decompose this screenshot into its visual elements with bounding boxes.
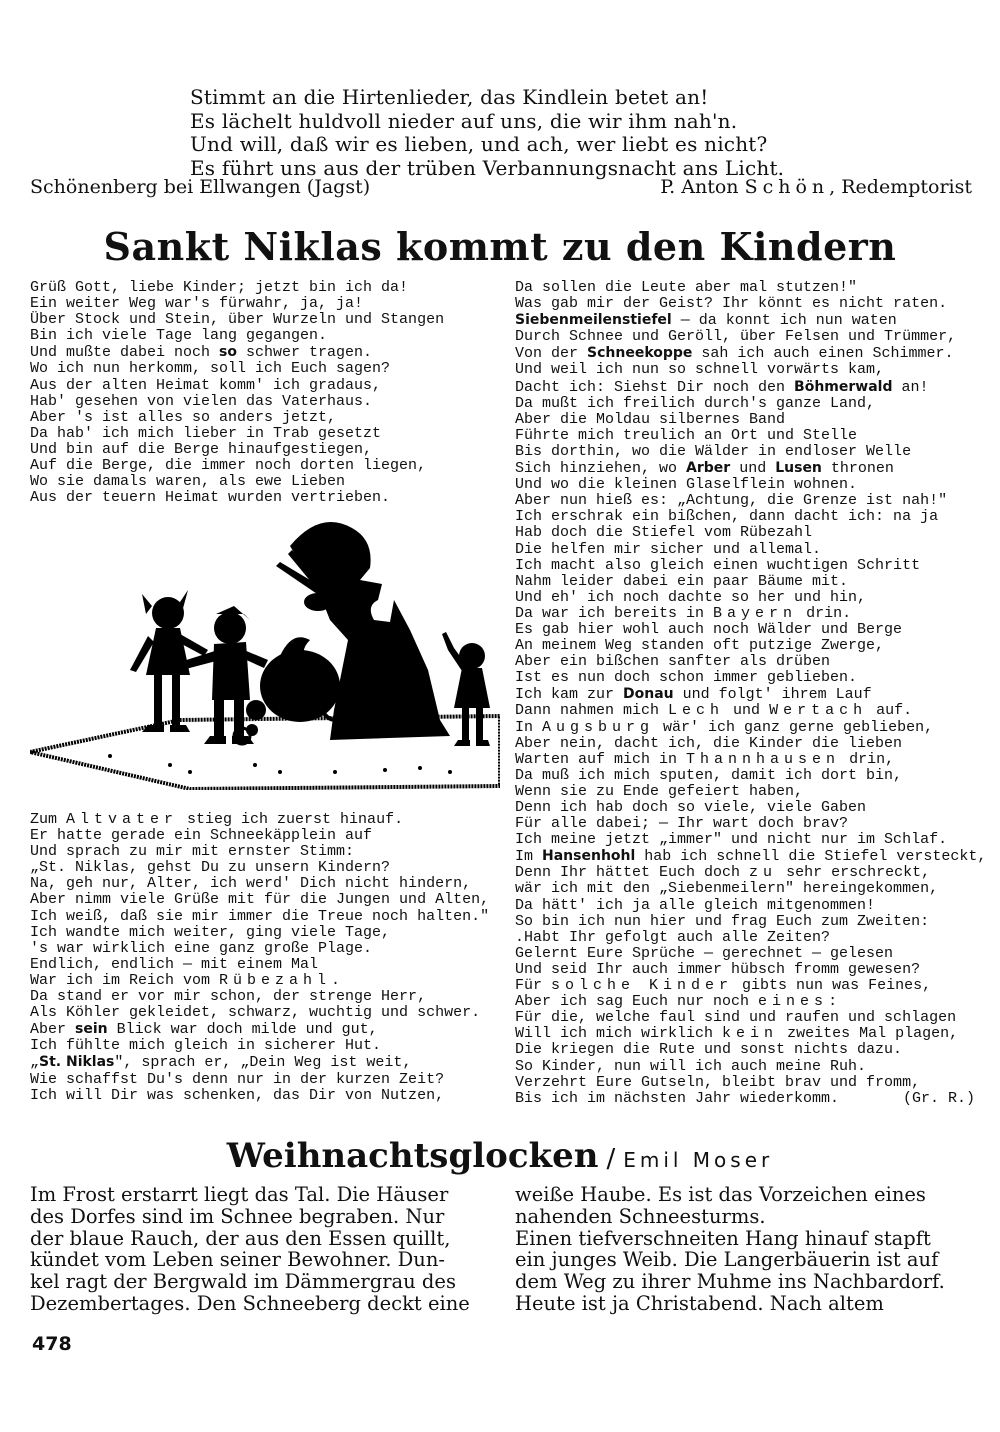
poem-line: [515, 379, 975, 396]
poem-line: Aus der alten Heimat komm' ich gradaus,: [30, 376, 382, 394]
poem-line: [30, 1054, 500, 1071]
line-segment: .: [331, 971, 341, 989]
poem-line: Und wo die kleinen Glaselflein wohnen.: [515, 476, 858, 494]
poem-line: Was gab mir der Geist? Ihr könnt es nicht raten.: [515, 295, 948, 313]
poem-left-column-bottom: [30, 812, 500, 1104]
emphasized-word: Donau: [623, 686, 674, 703]
emphasized-word: Hansenhohl: [542, 848, 636, 865]
line-segment: Will ich mich wirklich: [515, 1025, 723, 1043]
poem-line: An meinem Weg standen oft putzige Zwerge,: [515, 637, 885, 655]
poem-line: Aber die Moldau silbernes Band: [515, 410, 786, 428]
story-title: Weihnachtsglocken: [226, 1136, 599, 1176]
poem-line: Wie schaffst Du's denn nur in der kurzen Zeit?: [30, 1070, 445, 1088]
prose-line: nahenden Schneesturms.: [515, 1204, 766, 1228]
poem-line: Aus der teuern Heimat wurden vertrieben.: [30, 489, 391, 507]
poem-line: Hab doch die Stiefel vom Rübezahl: [515, 524, 813, 542]
poem-line: Und weil ich nun so schnell vorwärts kam,: [515, 361, 885, 379]
poem-line: [515, 606, 975, 622]
poem-line: Und eh' ich noch dachte so her und hin,: [515, 588, 867, 606]
spaced-word: Wertach: [769, 702, 868, 720]
poem-line: Ein weiter Weg war's fürwahr, ja, ja!: [30, 295, 364, 313]
poem-line: Ich meine jetzt „immer" und nicht nur im Schlaf.: [515, 831, 948, 849]
spaced-word: Rübezahl: [219, 971, 332, 989]
prose-line: Einen tiefverschneiten Hang hinauf stapft: [515, 1226, 931, 1250]
emphasized-word: Siebenmeilenstiefel: [515, 312, 672, 329]
line-segment: Im: [515, 848, 543, 866]
story-left-column: [30, 1184, 485, 1315]
poem-line: Aber 's ist alles so anders jetzt,: [30, 408, 337, 426]
poem-line: Denn ich hab doch so viele, viele Gaben: [515, 799, 867, 816]
poem-line: Die kriegen die Rute und sonst nichts dazu.: [515, 1041, 903, 1059]
poem-line: wär ich mit den „Siebenmeilern" hereingekommen,: [515, 880, 939, 898]
prose-line: Dezembertages. Den Schneeberg deckt eine: [30, 1291, 470, 1315]
line-segment: gibts nun was Feines,: [733, 977, 932, 995]
poem-line: Endlich, endlich — mit einem Mal: [30, 955, 319, 973]
prose-line: ein junges Weib. Die Langerbäuerin ist auf: [515, 1248, 939, 1272]
poem-line: Und bin auf die Berge hinaufgestiegen,: [30, 440, 373, 458]
prose-line: kündet vom Leben seiner Bewohner. Dun-: [30, 1248, 445, 1272]
line-segment: Zum: [30, 811, 67, 828]
line-segment: ", sprach er, „Dein Weg ist weit,: [114, 1054, 412, 1072]
poem-line: Ich erschrak ein bißchen, dann dacht ich: na ja: [515, 508, 939, 526]
story-author: Emil Moser: [623, 1148, 774, 1172]
line-segment: Denn Ihr hättet Euch doch: [515, 864, 750, 882]
line-segment: :: [828, 993, 838, 1011]
poem-line: Für die, welche faul sind und raufen und schlagen: [515, 1009, 957, 1027]
line-segment: thronen: [821, 460, 894, 478]
poem-line: Es gab hier wohl auch noch Wälder und Berge: [515, 620, 903, 638]
spaced-word: Altvater: [66, 811, 179, 828]
verse-line: Es lächelt huldvoll nieder auf uns, die wir ihm nah'n.: [190, 108, 738, 133]
spaced-word: solche Kinder: [551, 977, 734, 995]
poem-line: Ich will Dir was schenken, das Dir von Nutzen,: [30, 1086, 445, 1104]
prose-line: Heute ist ja Christabend. Nach altem: [515, 1291, 884, 1315]
poem-line: Na, geh nur, Alter, ich werd' Dich nicht hindern,: [30, 875, 472, 893]
line-segment: In: [515, 718, 543, 736]
spaced-word: eines: [758, 993, 829, 1011]
line-segment: drin,: [840, 750, 895, 768]
poem-line: Verzehrt Eure Gutseln, bleibt brav und fromm,: [515, 1073, 921, 1091]
line-segment: zweites Mal plagen,: [778, 1025, 959, 1043]
poem-line: [515, 994, 975, 1010]
line-segment: stieg ich zuerst hinauf.: [178, 811, 404, 828]
line-segment: hab ich schnell die Stiefel versteckt,: [635, 848, 987, 866]
poem-line: Ist es nun doch schon immer geblieben.: [515, 669, 858, 687]
poem-line: Aber ein bißchen sanfter als drüben: [515, 653, 831, 671]
poem-line: 's war wirklich eine ganz große Plage.: [30, 939, 373, 957]
line-segment: Blick war doch milde und gut,: [107, 1021, 378, 1039]
poem-line: Da muß ich mich sputen, damit ich dort bin,: [515, 766, 903, 784]
poem-line: Wenn sie zu Ende gefeiert haben,: [515, 782, 804, 800]
poem-line: [30, 973, 500, 989]
line-segment: und: [730, 460, 776, 478]
poem-line: Führte mich treulich an Ort und Stelle: [515, 426, 858, 444]
poem-line: Auf die Berge, die immer noch dorten liegen,: [30, 457, 427, 475]
poem-line: Gelernt Eure Sprüche — gerechnet — gelesen: [515, 944, 894, 962]
line-segment: sehr erschreckt,: [777, 864, 931, 882]
poem-line: [30, 344, 500, 361]
line-segment: an!: [892, 378, 929, 396]
poem-line: Da stand er vor mir schon, der strenge Herr,: [30, 988, 427, 1006]
page-number: 478: [32, 1333, 72, 1355]
line-segment: drin.: [797, 604, 852, 622]
line-segment: Für: [515, 977, 552, 995]
spaced-word: kein: [722, 1025, 779, 1043]
poem-line: So bin ich nun hier und frag Euch zum Zweiten:: [515, 912, 930, 930]
poem-place: Schönenberg bei Ellwangen (Jagst): [30, 176, 371, 198]
poem-line: „St. Niklas, gehst Du zu unsern Kindern?: [30, 859, 391, 877]
line-segment: Und mußte dabei noch: [30, 344, 220, 362]
poem-line: Ich macht also gleich einen wuchtigen Schritt: [515, 556, 921, 574]
line-segment: Aber: [30, 1021, 76, 1039]
story-right-column: [515, 1184, 973, 1315]
top-poem-verse: [190, 86, 870, 180]
poem-line: Er hatte gerade ein Schneekäpplein auf: [30, 827, 373, 845]
st-nicholas-silhouette-illustration: [30, 510, 500, 790]
poem-line: Aber nun hieß es: „Achtung, die Grenze ist nah!": [515, 492, 948, 510]
top-poem-signature: [30, 176, 972, 202]
poem-line: Da hätt' ich ja alle gleich mitgenommen!: [515, 896, 876, 914]
poem-line: Ich weiß, daß sie mir immer die Treue noch halten.": [30, 907, 490, 925]
verse-line: Es führt uns aus der trüben Verbannungsnacht ans Licht.: [190, 155, 785, 180]
line-segment: Aber ich sag Euch nur noch: [515, 993, 759, 1011]
line-segment: wär' ich ganz gerne geblieben,: [654, 718, 934, 736]
poem-line: Da mußt ich freilich durch's ganze Land,: [515, 394, 876, 412]
spaced-word: Bayern: [713, 604, 798, 622]
story-heading: [0, 1136, 1000, 1176]
spaced-word: Thannhausen: [686, 750, 841, 768]
line-segment: Dacht ich: Siehst Dir noch den: [515, 378, 795, 396]
poem-line: [515, 865, 975, 881]
poem-line: Und seid Ihr auch immer hübsch fromm gewesen?: [515, 960, 921, 978]
poem-line: Wo sie damals waren, als ewe Lieben: [30, 473, 346, 491]
poem-line: Bin ich viele Tage lang gegangen.: [30, 327, 328, 345]
line-segment: Warten auf mich in: [515, 750, 687, 768]
prose-line: Im Frost erstarrt liegt das Tal. Die Häuser: [30, 1183, 449, 1206]
poem-right-column: [515, 279, 987, 1107]
title-separator: /: [606, 1144, 616, 1174]
poem-line: Ich fühlte mich gleich in sicherer Hut.: [30, 1037, 382, 1055]
prose-line: weiße Haube. Es ist das Vorzeichen eines: [515, 1183, 926, 1206]
prose-line: dem Weg zu ihrer Muhme ins Nachbardorf.: [515, 1270, 945, 1294]
poem-line: [515, 848, 987, 866]
poem-line: [30, 1021, 500, 1038]
spaced-word: zu: [749, 864, 778, 882]
poem-line: Ich wandte mich weiter, ging viele Tage,: [30, 923, 391, 941]
poem-line: [515, 460, 975, 477]
line-segment: Ich kam zur: [515, 686, 624, 704]
poem-line: [515, 345, 975, 362]
prose-line: der blaue Rauch, der aus den Essen quillt,: [30, 1226, 451, 1250]
poem-line: Für alle dabei; — Ihr wart doch brav?: [515, 815, 849, 833]
spaced-word: Augsburg: [542, 718, 655, 736]
line-segment: — da konnt ich nun waten: [671, 312, 897, 330]
poem-line: Bis ich im nächsten Jahr wiederkomm. (Gr. R.): [515, 1089, 975, 1107]
poem-line: Die helfen mir sicher und allemal.: [515, 540, 822, 558]
poem-line: [515, 703, 975, 719]
poem-line: Nahm leider dabei ein paar Bäume mit.: [515, 572, 849, 590]
poem-line: Durch Schnee und Geröll, über Felsen und Trümmer,: [515, 328, 957, 346]
line-segment: Dann nahmen mich: [515, 702, 669, 720]
poem-line: Grüß Gott, liebe Kinder; jetzt bin ich da!: [30, 279, 409, 296]
poem-line: Aber nimm viele Grüße mit für die Jungen und Alten,: [30, 891, 490, 909]
poem-line: Wo ich nun herkomm, soll ich Euch sagen?: [30, 360, 391, 378]
poem-line: Da hab' ich mich lieber in Trab gesetzt: [30, 424, 382, 442]
prose-line: kel ragt der Bergwald im Dämmergrau des: [30, 1270, 456, 1294]
poem-line: Hab' gesehen von vielen das Vaterhaus.: [30, 392, 373, 410]
line-segment: und: [724, 702, 770, 720]
spaced-word: Lech: [668, 702, 725, 720]
poem-line: Über Stock und Stein, über Wurzeln und Stangen: [30, 311, 445, 329]
poem-line: Bis dorthin, wo die Wälder in endloser Welle: [515, 442, 912, 460]
poem-line: [515, 720, 975, 736]
emphasized-word: Lusen: [775, 460, 822, 477]
emphasized-word: St. Niklas: [39, 1054, 115, 1071]
emphasized-word: sein: [75, 1021, 108, 1038]
line-segment: War ich im Reich vom: [30, 971, 220, 989]
prose-line: des Dorfes sind im Schnee begraben. Nur: [30, 1204, 445, 1228]
poem-line: [515, 752, 975, 768]
line-segment: Von der: [515, 345, 588, 363]
poem-line: Aber nein, dacht ich, die Kinder die lieben: [515, 734, 903, 752]
poem-author: P. Anton Schön, Redemptorist: [660, 176, 972, 198]
poem-line: [515, 1026, 975, 1042]
line-segment: schwer tragen.: [236, 344, 373, 362]
poem-line: [30, 812, 500, 828]
line-segment: „: [30, 1054, 40, 1072]
poem-line: .Habt Ihr gefolgt auch alle Zeiten?: [515, 928, 831, 946]
line-segment: und folgt' ihrem Lauf: [673, 686, 872, 704]
poem-left-column-top: [30, 280, 500, 506]
poem-line: [515, 312, 975, 329]
line-segment: Da war ich bereits in: [515, 604, 714, 622]
poem-line: So Kinder, nun will ich auch meine Ruh.: [515, 1057, 867, 1075]
line-segment: Sich hinziehen, wo: [515, 460, 687, 478]
emphasized-word: Arber: [686, 460, 731, 477]
verse-line: Und will, daß wir es lieben, und ach, wer liebt es nicht?: [190, 132, 768, 156]
emphasized-word: so: [219, 344, 237, 361]
poem-line: [515, 978, 975, 994]
poem-line: Da sollen die Leute aber mal stutzen!": [515, 279, 858, 296]
line-segment: sah ich auch einen Schimmer.: [692, 345, 954, 363]
poem-line: [515, 686, 975, 703]
emphasized-word: Böhmerwald: [794, 378, 893, 395]
poem-initials: (Gr. R.): [902, 1089, 975, 1107]
emphasized-word: Schneekoppe: [587, 345, 693, 362]
verse-line: Stimmt an die Hirtenlieder, das Kindlein betet an!: [190, 85, 709, 109]
poem-line: Als Köhler gekleidet, schwarz, wuchtig und schwer.: [30, 1004, 481, 1022]
poem-title: Sankt Niklas kommt zu den Kindern: [103, 224, 897, 269]
poem-line: Und sprach zu mir mit ernster Stimm:: [30, 843, 355, 861]
line-segment: auf.: [867, 702, 913, 720]
